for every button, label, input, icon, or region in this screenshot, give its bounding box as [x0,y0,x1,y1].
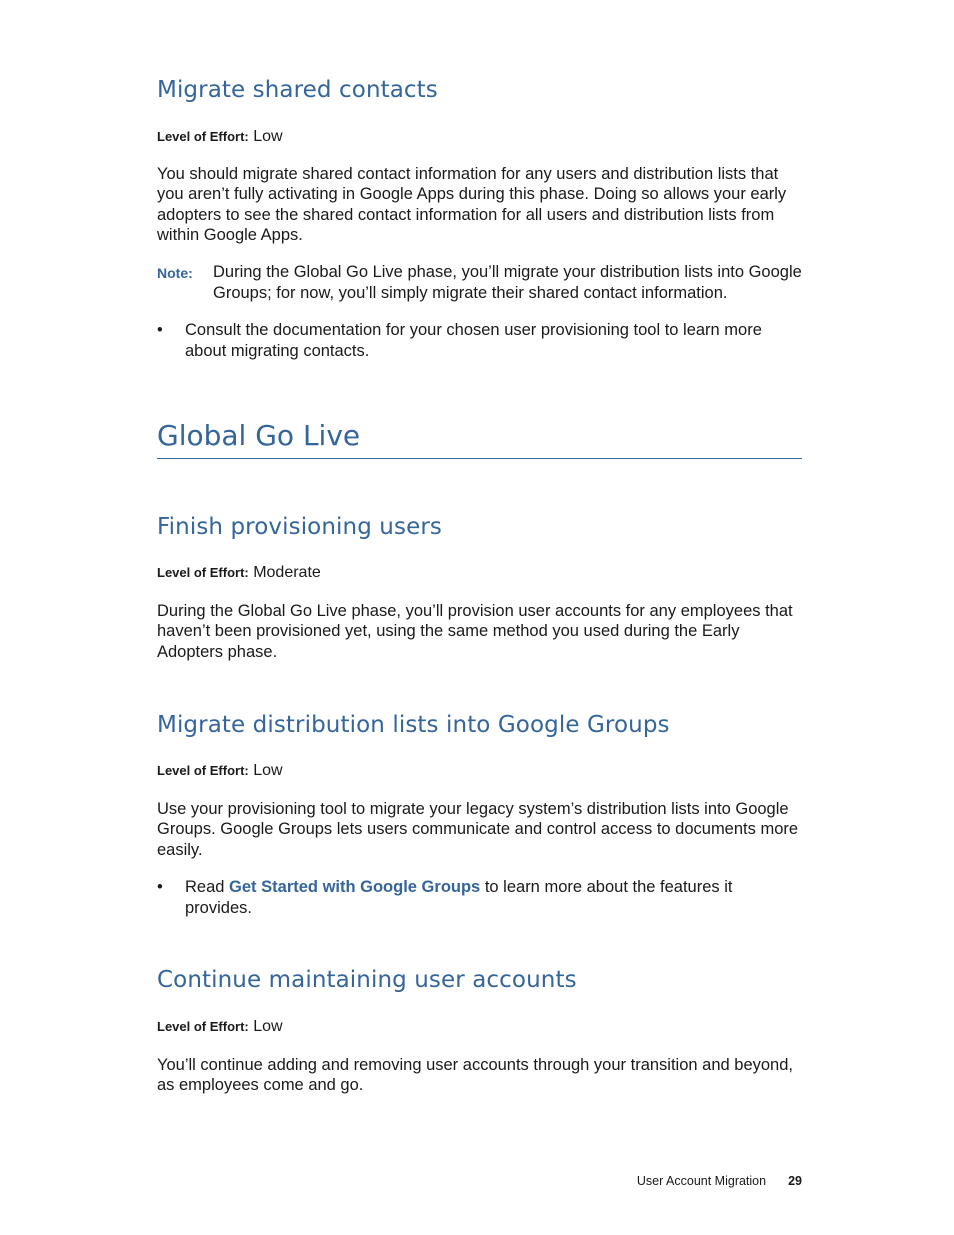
bullet-suffix: to learn more about the features it provides. [185,878,733,917]
list-item-text [185,877,802,918]
page-number: 29 [788,1174,802,1188]
effort-label: Level of Effort: [157,1019,249,1034]
body-paragraph: Use your provisioning tool to migrate your legacy system’s distribution lists into Google Groups. Google Groups lets users communicate and control access to documents more easily. [157,800,799,859]
list-item-text: Consult the documentation for your chosen user provisioning tool to learn more about migrating contacts. [185,321,762,360]
effort-label: Level of Effort: [157,565,249,580]
body-paragraph: During the Global Go Live phase, you’ll provision user accounts for any employees that haven’t been provisioned yet, using the same method you used during the Early Adopters phase. [157,602,793,661]
bullet-dot: • [157,321,163,339]
level-of-effort [157,1018,283,1036]
level-of-effort [157,564,321,582]
chapter-heading-global-go-live: Global Go Live [157,419,361,452]
section-heading-continue-maintaining: Continue maintaining user accounts [157,967,577,993]
note-text: During the Global Go Live phase, you’ll migrate your distribution lists into Google Groups; for now, you’ll simply migrate their shared contact information. [213,263,802,302]
level-of-effort [157,762,283,780]
get-started-google-groups-link[interactable]: Get Started with Google Groups [229,878,481,896]
section-heading-migrate-distribution-lists: Migrate distribution lists into Google Groups [157,712,670,738]
bullet-dot: • [157,878,163,896]
list-item [157,877,802,919]
section-heading-migrate-shared-contacts: Migrate shared contacts [157,77,438,103]
effort-label: Level of Effort: [157,763,249,778]
footer-section-title: User Account Migration [636,1174,767,1188]
effort-value: Low [253,128,283,145]
list-item [157,320,802,362]
page-footer [637,1174,802,1188]
bullet-prefix: Read [185,878,225,896]
section-heading-finish-provisioning: Finish provisioning users [157,514,442,540]
effort-value: Low [253,1018,283,1035]
effort-label: Level of Effort: [157,129,249,144]
heading-rule [157,458,802,459]
note-label: Note: [157,265,193,281]
effort-value: Moderate [253,564,321,581]
body-paragraph: You’ll continue adding and removing user accounts through your transition and beyond, as employees come and go. [157,1056,793,1095]
effort-value: Low [253,762,283,779]
level-of-effort [157,128,283,146]
note-block [157,262,817,304]
body-paragraph: You should migrate shared contact information for any users and distribution lists that you aren’t fully activating in Google Apps during this phase. Doing so allows your early adopters to see the shared contact information for all users and distribution lists from within Google Apps. [157,165,787,244]
